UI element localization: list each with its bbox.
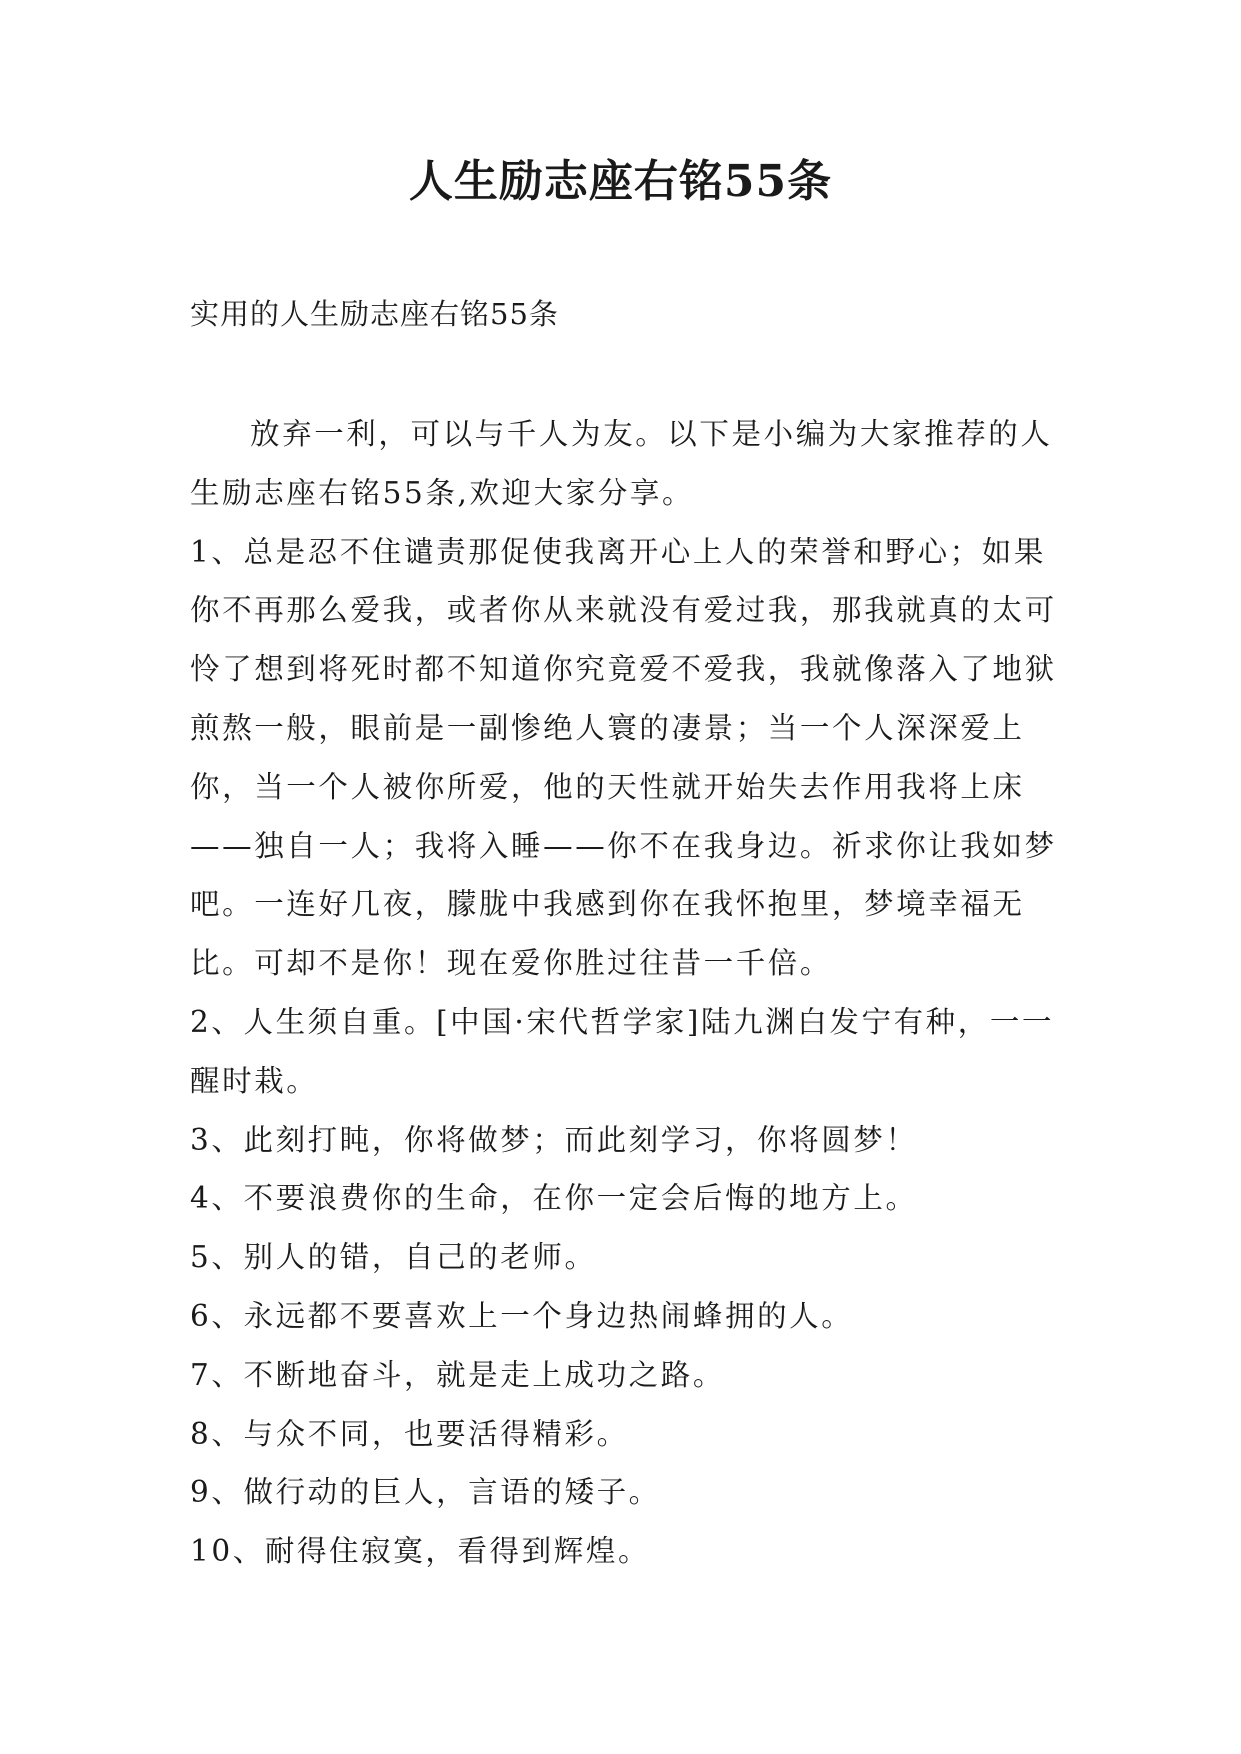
- intro-paragraph: 放弃一利，可以与千人为友。以下是小编为大家推荐的人生励志座右铭55条,欢迎大家分享。: [190, 417, 1053, 510]
- document-subtitle: 实用的人生励志座右铭55条: [190, 297, 559, 331]
- list-item: 2、人生须自重。[中国·宋代哲学家]陆九渊白发宁有种，一一醒时栽。: [190, 1004, 1055, 1098]
- list-item: 1、总是忍不住谴责那促使我离开心上人的荣誉和野心；如果你不再那么爱我，或者你从来就没有爱过我，那我就真的太可怜了想到将死时都不知道你究竟爱不爱我，我就像落入了地狱煎熬一般，眼前是一副惨绝人寰的凄景；当一个人深深爱上你，当一个人被你所爱，他的天性就开始失去作用我将上床——独自一人；我将入睡——你不在我身边。祈求你让我如梦吧。一连好几夜，朦胧中我感到你在我怀抱里，梦境幸福无比。可却不是你！现在爱你胜过往昔一千倍。: [190, 534, 1057, 981]
- list-item: 9、做行动的巨人，言语的矮子。: [190, 1475, 661, 1510]
- list-item: 7、不断地奋斗，就是走上成功之路。: [190, 1357, 725, 1392]
- list-item: 10、耐得住寂寞，看得到辉煌。: [190, 1534, 651, 1569]
- list-item: 3、此刻打盹，你将做梦；而此刻学习，你将圆梦！: [190, 1122, 918, 1157]
- document-title: 人生励志座右铭55条: [408, 156, 833, 207]
- document-body: [190, 405, 1060, 1581]
- list-item: 8、与众不同，也要活得精彩。: [190, 1416, 629, 1451]
- list-item: 6、永远都不要喜欢上一个身边热闹蜂拥的人。: [190, 1298, 854, 1333]
- list-item: 5、别人的错，自己的老师。: [190, 1240, 597, 1275]
- list-item: 4、不要浪费你的生命，在你一定会后悔的地方上。: [190, 1181, 918, 1216]
